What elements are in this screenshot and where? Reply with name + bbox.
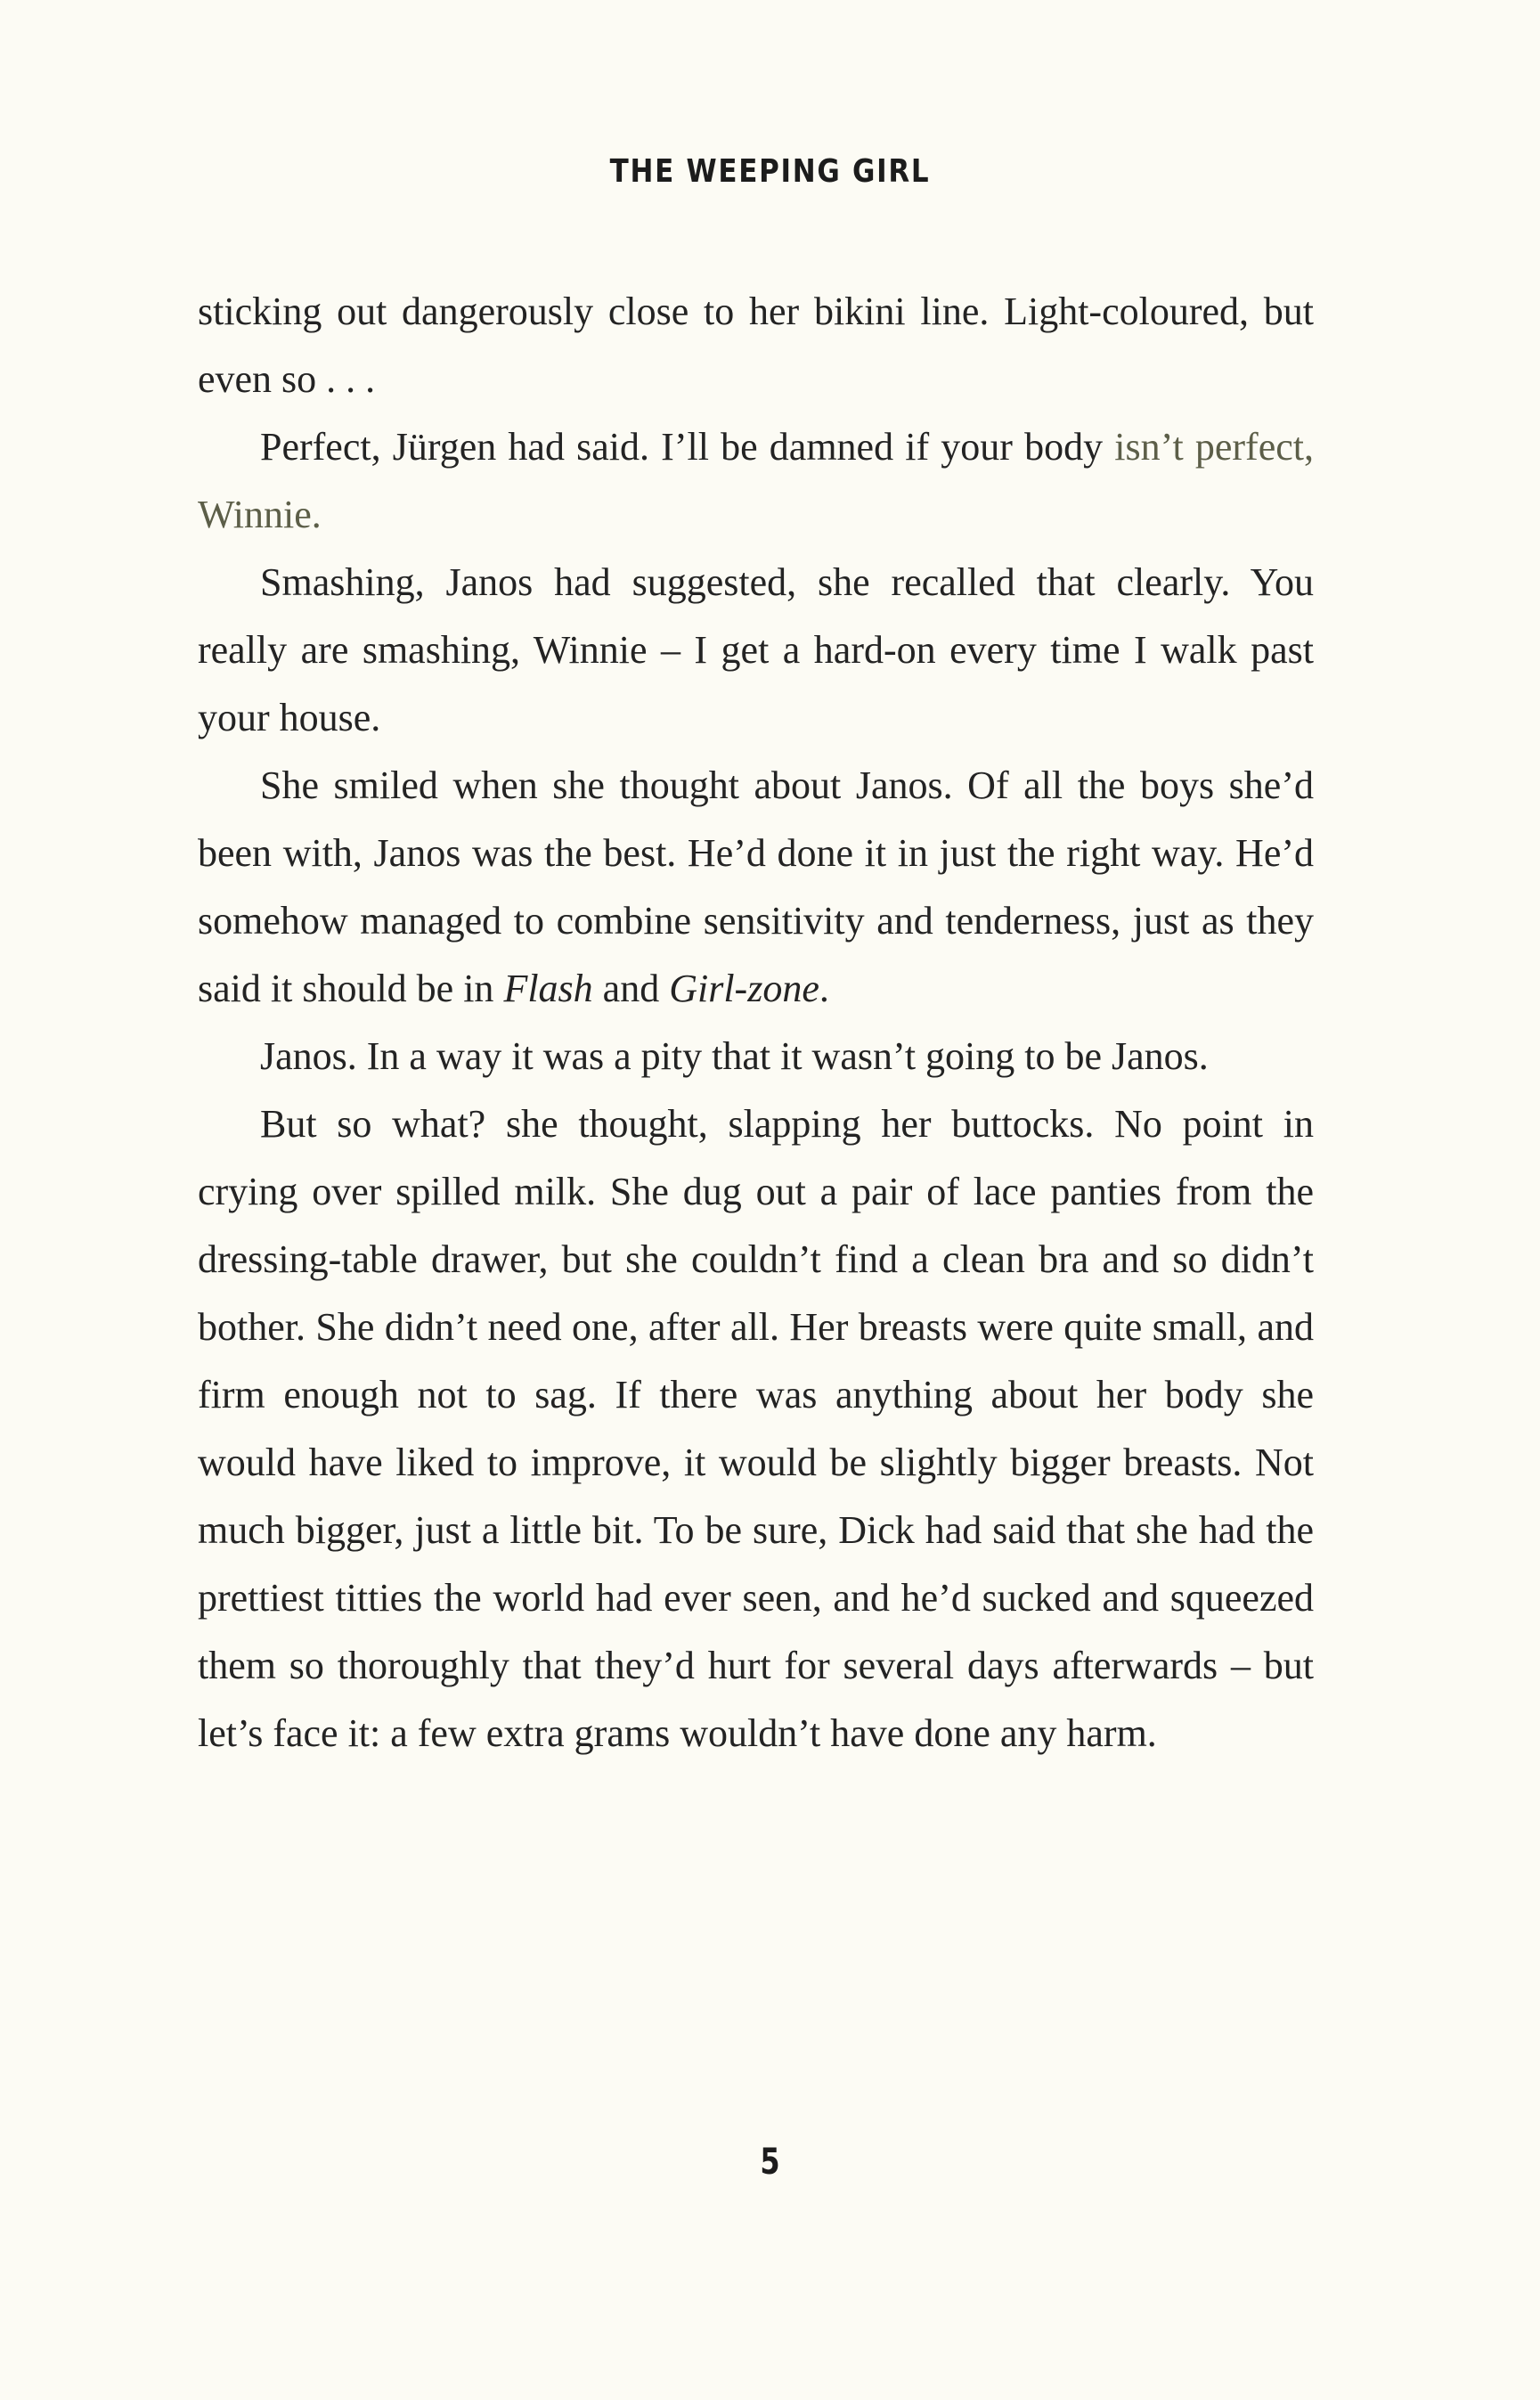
- paragraph-6: But so what? she thought, slapping her buttocks. No point in crying over spilled milk. She dug out a pair of lace panties from the dressing-table drawer, but she couldn’t find a clean bra and so didn’t bother. She didn’t need one, after all. Her breasts were quite small, and firm enough not to sag. If there was anything about her body she would have liked to improve, it would be slightly bigger breasts. Not much bigger, just a little bit. To be sure, Dick had said that she had the prettiest titties the world had ever seen, and he’d sucked and squeezed them so thoroughly that they’d hurt for several days afterwards – but let’s face it: a few extra grams wouldn’t have done any harm.: [198, 1102, 1314, 1755]
- running-head: THE WEEPING GIRL: [609, 153, 931, 190]
- paragraph-3: Smashing, Janos had suggested, she recalled that clearly. You really are smashing, Winnie – I get a hard-on every time I walk past your house.: [198, 560, 1314, 739]
- paragraph-4: [198, 752, 1314, 1023]
- magazine-title-girl-zone: Girl-zone: [669, 967, 819, 1010]
- magazine-title-flash: Flash: [503, 967, 593, 1010]
- body-text: [198, 278, 1314, 1767]
- paragraph-4-text: She smiled when she thought about Janos. Of all the boys she’d been with, Janos was the best. He’d done it in just the right way. He’d somehow managed to combine sensitivity and tenderness, just as they said it should be in: [198, 763, 1314, 1010]
- paragraph-5: Janos. In a way it was a pity that it wasn’t going to be Janos.: [260, 1034, 1209, 1078]
- paragraph-2: [198, 413, 1314, 549]
- paragraph-4-conjunction: and: [592, 967, 670, 1010]
- paragraph-4-end: .: [819, 967, 829, 1010]
- paragraph-2-text: Perfect, Jürgen had said. I’ll be damned if your body: [260, 425, 1115, 469]
- paragraph-2-faded-text: isn’t perfect, Winnie.: [198, 425, 1314, 536]
- paragraph-1: sticking out dangerously close to her bikini line. Light-coloured, but even so . . .: [198, 290, 1314, 401]
- page-number: 5: [760, 2142, 780, 2183]
